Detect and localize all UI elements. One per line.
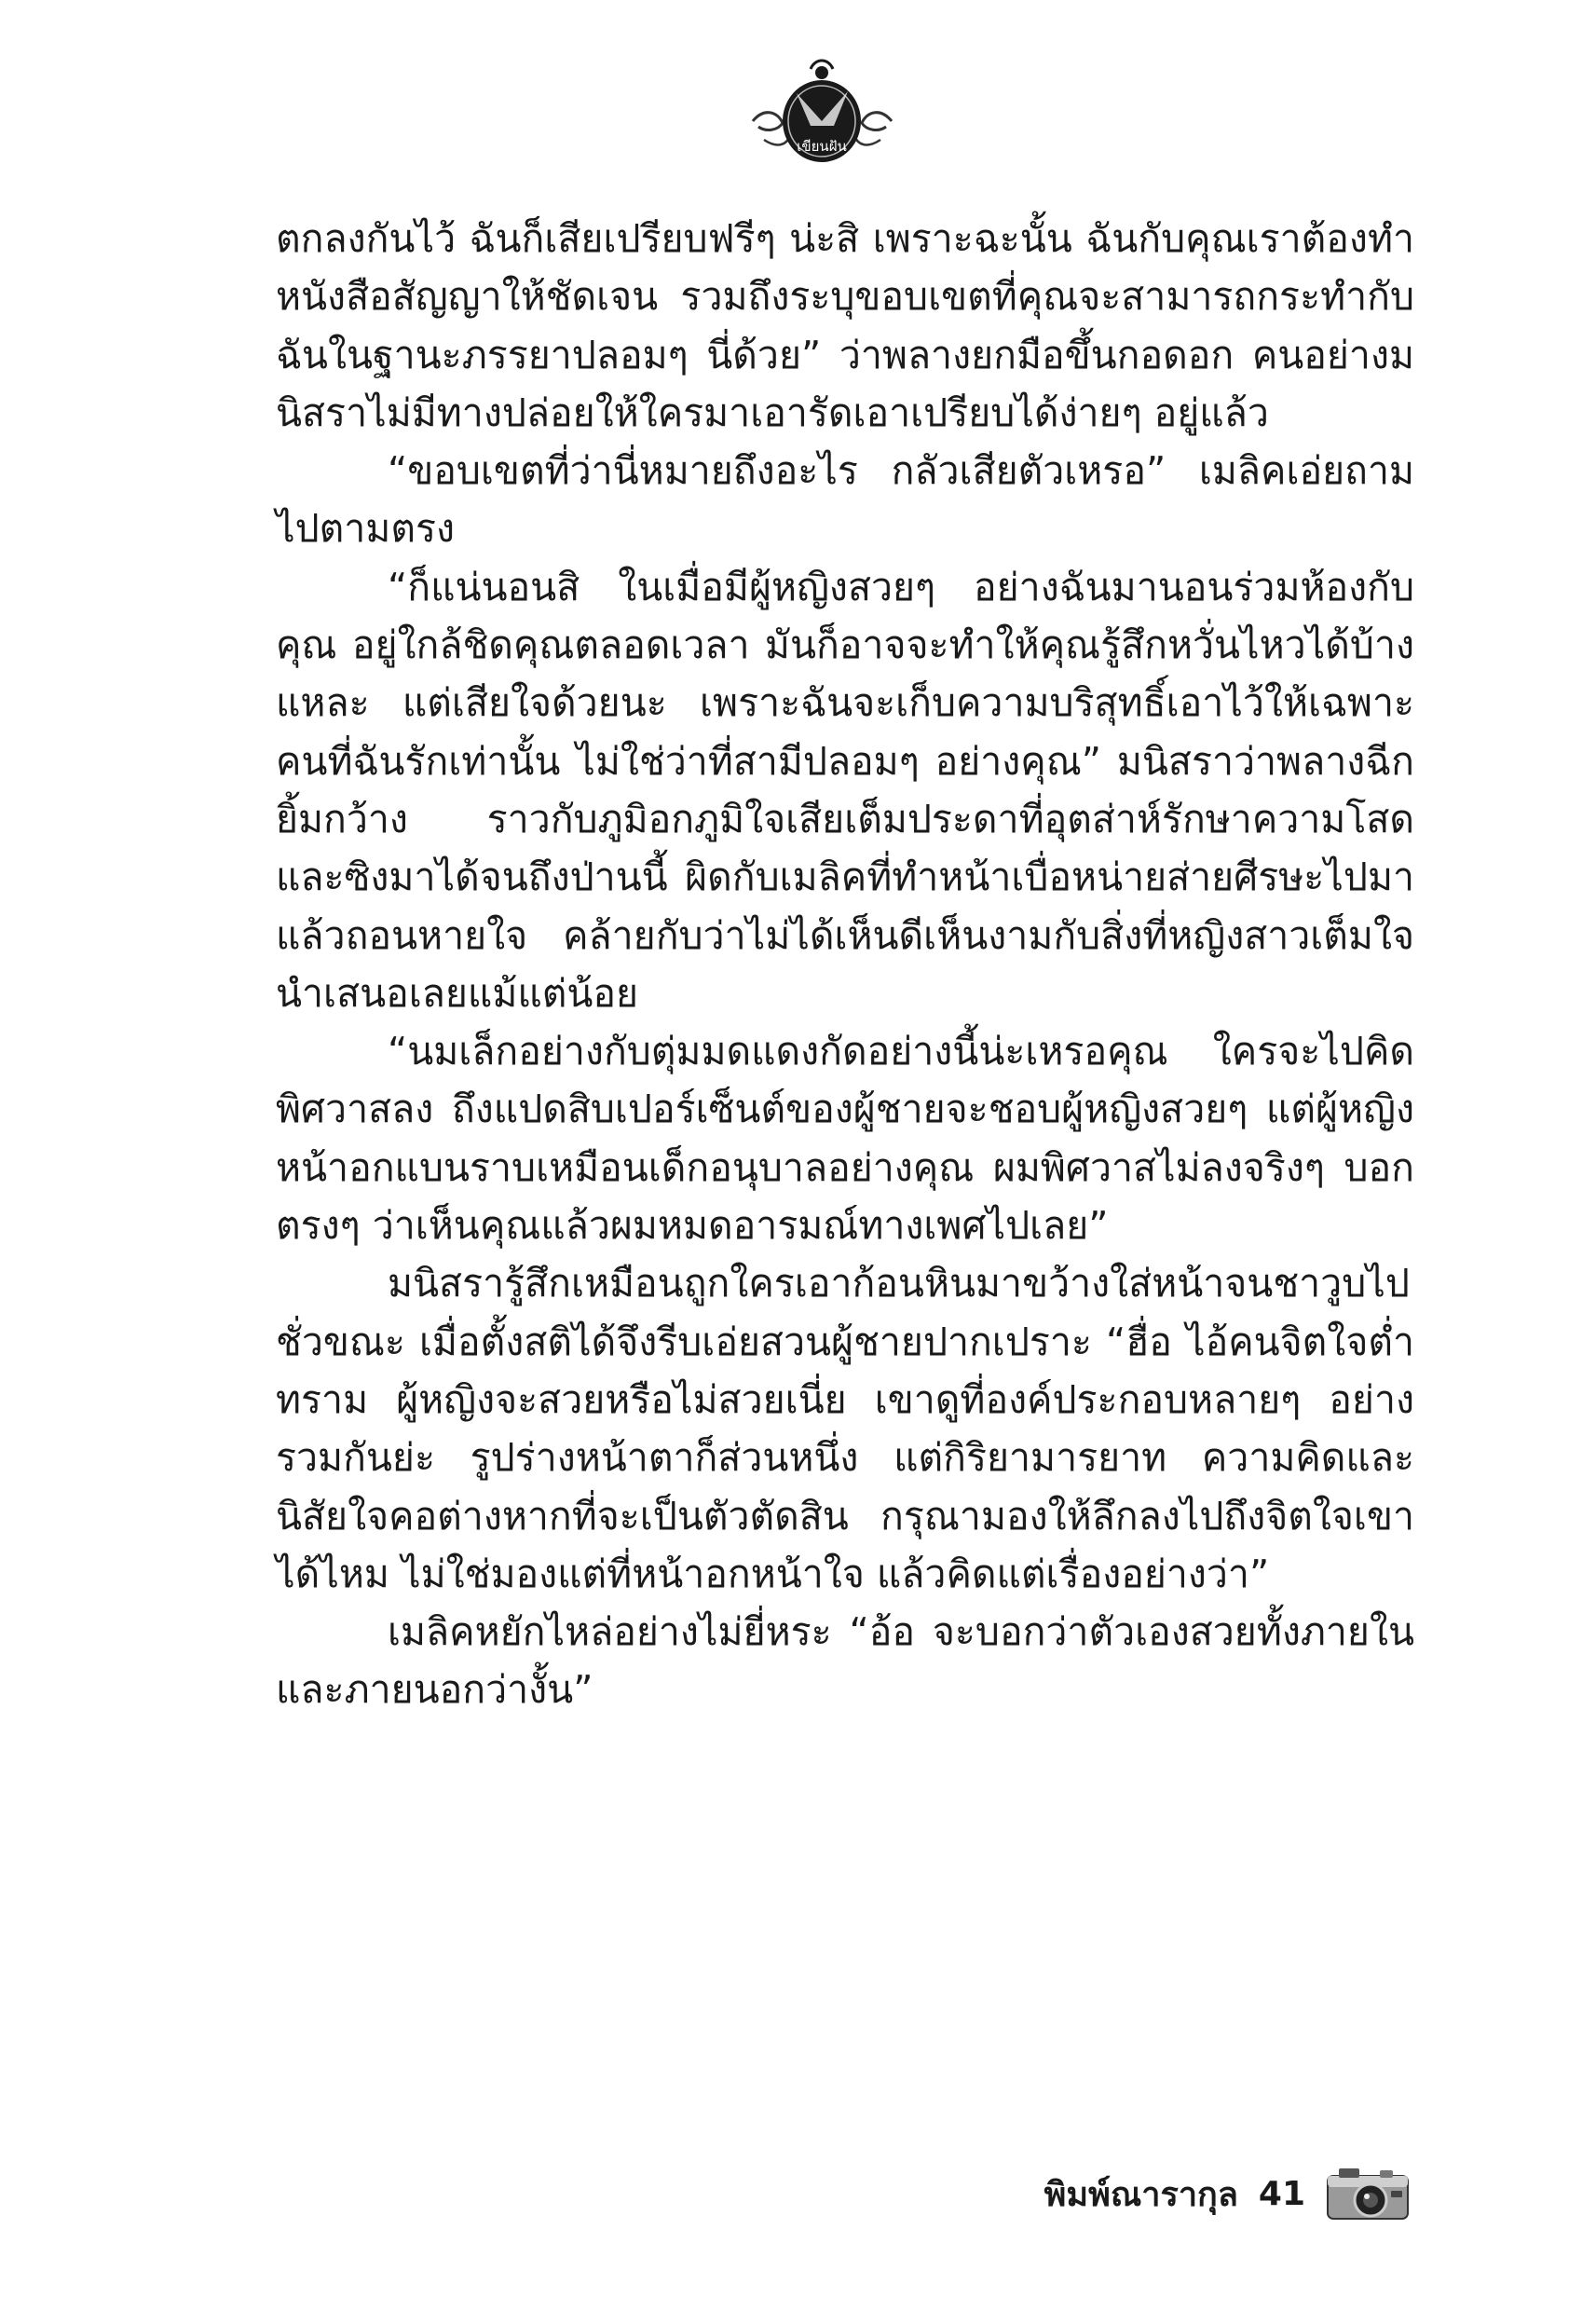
logo-text: เขียนฝัน	[797, 138, 847, 155]
paragraph-5: มนิสรารู้สึกเหมือนถูกใครเอาก้อนหินมาขว้างใส่หน้าจนชาวูบไปชั่วขณะ เมื่อตั้งสติได้จึงรีบเอ่ยสวนผู้ชายปากเปราะ “ฮื่อ ไอ้คนจิตใจต่ำทราม ผู้หญิงจะสวยหรือไม่สวยเนี่ย เขาดูที่องค์ประกอบหลายๆ อย่างรวมกันย่ะ รูปร่างหน้าตาก็ส่วนหนึ่ง แต่กิริยามารยาท ความคิดและนิสัยใจคอต่างหากที่จะเป็นตัวตัดสิน กรุณามองให้ลึกลงไปถึงจิตใจเขาได้ไหม ไม่ใช่มองแต่ที่หน้าอกหน้าใจ แล้วคิดแต่เรื่องอย่างว่า”	[276, 1261, 1414, 1596]
ornament-emblem-icon	[745, 56, 899, 177]
page-footer	[1044, 2165, 1410, 2222]
author-name: พิมพ์ณารากุล	[1044, 2175, 1238, 2214]
paragraph-1: ตกลงกันไว้ ฉันก็เสียเปรียบฟรีๆ น่ะสิ เพราะฉะนั้น ฉันกับคุณเราต้องทำหนังสือสัญญาให้ชัดเจน รวมถึงระบุขอบเขตที่คุณจะสามารถกระทำกับฉันในฐานะภรรยาปลอมๆ นี่ด้วย” ว่าพลางยกมือขึ้นกอดอก คนอย่างมนิสราไม่มีทางปล่อยให้ใครมาเอารัดเอาเปรียบได้ง่ายๆ อยู่แล้ว	[276, 216, 1414, 435]
page-number: 41	[1258, 2174, 1305, 2213]
paragraph-4: “นมเล็กอย่างกับตุ่มมดแดงกัดอย่างนี้น่ะเหรอคุณ ใครจะไปคิดพิศวาสลง ถึงแปดสิบเปอร์เซ็นต์ของผู้ชายจะชอบผู้หญิงสวยๆ แต่ผู้หญิงหน้าอกแบนราบเหมือนเด็กอนุบาลอย่างคุณ ผมพิศวาสไม่ลงจริงๆ บอกตรงๆ ว่าเห็นคุณแล้วผมหมดอารมณ์ทางเพศไปเลย”	[276, 1029, 1414, 1249]
paragraph-6: เมลิคหยักไหล่อย่างไม่ยี่หระ “อ้อ จะบอกว่าตัวเองสวยทั้งภายในและภายนอกว่างั้น”	[276, 1609, 1414, 1713]
body-text	[276, 210, 1414, 1719]
paragraph-2: “ขอบเขตที่ว่านี่หมายถึงอะไร กลัวเสียตัวเหรอ” เมลิคเอ่ยถามไปตามตรง	[276, 448, 1414, 552]
paragraph-3: “ก็แน่นอนสิ ในเมื่อมีผู้หญิงสวยๆ อย่างฉันมานอนร่วมห้องกับคุณ อยู่ใกล้ชิดคุณตลอดเวลา มันก็อาจจะทำให้คุณรู้สึกหวั่นไหวได้บ้างแหละ แต่เสียใจด้วยนะ เพราะฉันจะเก็บความบริสุทธิ์เอาไว้ให้เฉพาะคนที่ฉันรักเท่านั้น ไม่ใช่ว่าที่สามีปลอมๆ อย่างคุณ” มนิสราว่าพลางฉีกยิ้มกว้าง ราวกับภูมิอกภูมิใจเสียเต็มประดาที่อุตส่าห์รักษาความโสดและซิงมาได้จนถึงป่านนี้ ผิดกับเมลิคที่ทำหน้าเบื่อหน่ายส่ายศีรษะไปมาแล้วถอนหายใจ คล้ายกับว่าไม่ได้เห็นดีเห็นงามกับสิ่งที่หญิงสาวเต็มใจนำเสนอเลยแม้แต่น้อย	[276, 564, 1414, 1016]
camera-icon	[1326, 2165, 1410, 2222]
